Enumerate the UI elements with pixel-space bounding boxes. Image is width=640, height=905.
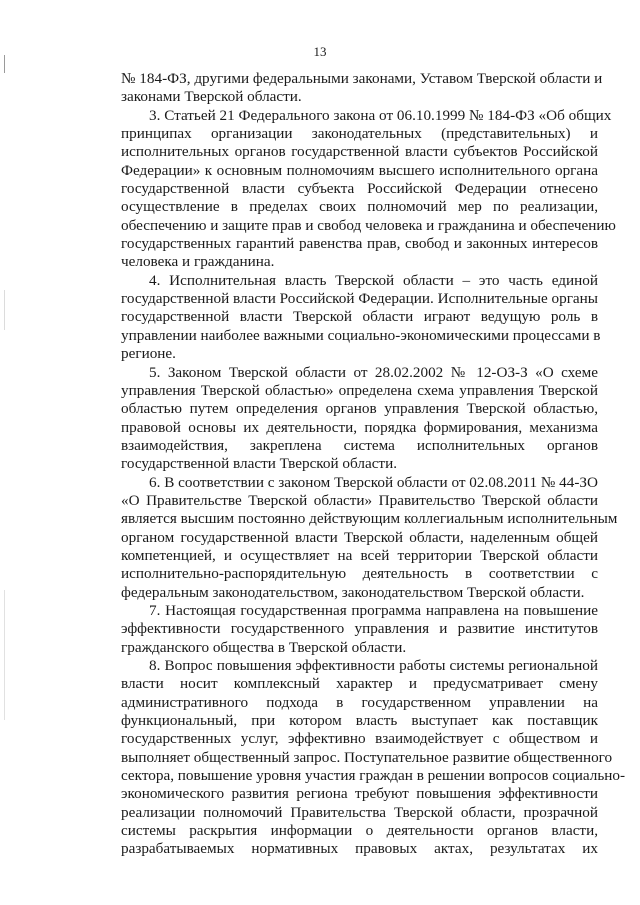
text-line: является высшим постоянно действующим коллегиальным исполнительным xyxy=(121,510,618,528)
text-line: 6. В соответствии с законом Тверской области от 02.08.2011 № 44-ЗО xyxy=(149,473,598,491)
text-line: 8. Вопрос повышения эффективности работы системы региональной xyxy=(149,657,598,674)
text-line: Федерации» к основным полномочиям высшего исполнительного органа xyxy=(121,161,598,179)
text-line: государственной власти субъекта Российской Федерации отнесено xyxy=(121,180,598,198)
text-line: реализации полномочий Правительства Тверской области, прозрачной xyxy=(121,803,598,821)
text-line: управления Тверской областью» определена схема управления Тверской xyxy=(121,381,598,399)
text-line: правовой основы их деятельности, порядка формирования, механизма xyxy=(121,418,598,436)
margin-scan-mark xyxy=(4,590,5,720)
text-line: органом государственной власти Тверской области, наделенным общей xyxy=(121,528,598,546)
text-line: исполнительно-распорядительную деятельность в соответствии с xyxy=(121,565,598,583)
text-line: осуществление в пределах своих полномочий мер по реализации, xyxy=(121,198,598,216)
text-line: взаимодействия, закреплена система исполнительных органов xyxy=(121,436,598,454)
text-line: компетенцией, и осуществляет на всей территории Тверской области xyxy=(121,546,598,564)
text-line: эффективности государственного управления и развитие институтов xyxy=(121,620,598,638)
text-line: «О Правительстве Тверской области» Правительство Тверской области xyxy=(121,491,598,509)
text-line: государственных услуг, эффективно взаимодействует с обществом и xyxy=(121,730,598,748)
text-line: разрабатываемых нормативных правовых актах, результатах их xyxy=(121,840,598,858)
text-line: государственных гарантий равенства прав, свобод и законных интересов xyxy=(121,235,598,253)
text-line: законами Тверской области. xyxy=(121,88,302,106)
text-line: человека и гражданина. xyxy=(121,253,275,271)
text-line: 3. Статьей 21 Федерального закона от 06.10.1999 № 184-ФЗ «Об общих xyxy=(149,106,612,124)
text-line: функциональный, при котором власть выступает как поставщик xyxy=(121,712,598,730)
text-line: принципах организации законодательных (представительных) и xyxy=(121,125,598,143)
text-line: 4. Исполнительная власть Тверской области – это часть единой xyxy=(149,271,598,289)
text-line: исполнительных органов государственной власти субъектов Российской xyxy=(121,143,598,161)
text-line: гражданского общества в Тверской области. xyxy=(121,638,407,656)
text-line: областью путем определения органов управления Тверской областью, xyxy=(121,400,598,418)
margin-scan-mark xyxy=(4,55,5,73)
text-line: экономического развития региона требуют повышения эффективности xyxy=(121,785,598,803)
text-line: 5. Законом Тверской области от 28.02.2002 № 12-ОЗ-З «О схеме xyxy=(149,363,598,381)
text-line: № 184-ФЗ, другими федеральными законами, Уставом Тверской области и xyxy=(121,70,603,87)
text-line: регионе. xyxy=(121,345,176,363)
text-line: государственной власти Российской Федерации. Исполнительные органы xyxy=(121,290,598,308)
text-line: обеспечению и защите прав и свобод человека и гражданина и обеспечению xyxy=(121,216,616,234)
text-line: административного подхода в государственном управлении на xyxy=(121,693,598,711)
text-line: федеральным законодательством, законодательством Тверской области. xyxy=(121,583,585,601)
margin-scan-mark xyxy=(4,290,5,330)
text-line: системы раскрытия информации о деятельности органов власти, xyxy=(121,822,598,840)
page-number: 13 xyxy=(313,44,327,59)
text-line: государственной власти Тверской области. xyxy=(121,455,397,473)
text-line: 7. Настоящая государственная программа направлена на повышение xyxy=(149,601,598,619)
body-text xyxy=(121,70,626,859)
text-line: сектора, повышение уровня участия граждан в решении вопросов социально- xyxy=(121,767,626,785)
text-line: власти носит комплексный характер и предусматривает смену xyxy=(121,675,598,693)
text-line: выполняет общественный запрос. Поступательное развитие общественного xyxy=(121,748,613,766)
text-line: государственной власти Тверской области играют ведущую роль в xyxy=(121,308,598,326)
text-line: управлении наиболее важными социально-экономическими процессами в xyxy=(121,326,601,344)
